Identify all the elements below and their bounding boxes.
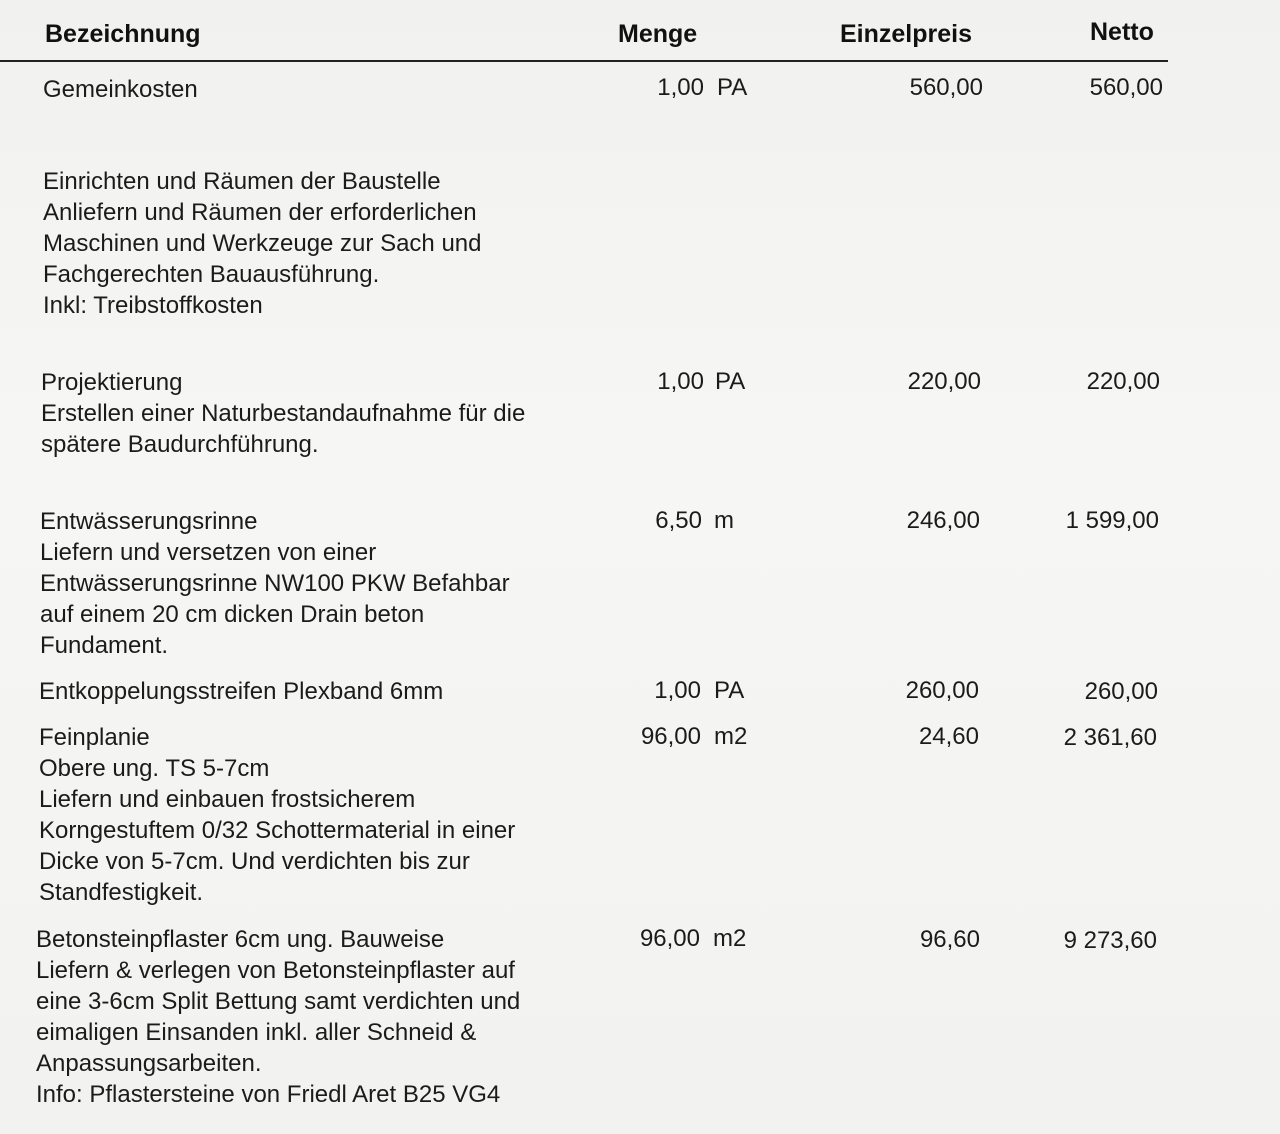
row-quantity: 1,00 [657,74,704,101]
description-line: Entkoppelungsstreifen Plexband 6mm [39,678,444,705]
description-line: Fundament. [40,632,169,659]
description-line: Liefern und versetzen von einer [40,539,377,566]
description-line: Maschinen und Werkzeuge zur Sach und [43,230,482,257]
header-menge: Menge [618,20,698,48]
row-quantity: 96,00 [639,925,700,952]
description-line: Dicke von 5-7cm. Und verdichten bis zur [39,848,470,875]
row-description [43,74,198,105]
header-einzelpreis: Einzelpreis [840,20,972,48]
row-description [36,924,520,1110]
row-net-amount: 9 273,60 [1063,927,1157,954]
row-description [41,367,525,460]
row-net-amount: 220,00 [1086,368,1160,395]
row-description [40,506,510,661]
row-unit: m2 [713,925,747,952]
description-line: Entwässerungsrinne [40,508,258,535]
description-line: Erstellen einer Naturbestandaufnahme für die [41,400,526,427]
row-unit-price: 220,00 [907,368,981,395]
row-unit-price: 260,00 [905,677,979,704]
row-unit-price: 96,60 [919,926,980,953]
row-quantity: 96,00 [640,723,701,750]
row-quantity: 1,00 [654,677,701,704]
header-netto: Netto [1090,18,1154,46]
description-line: Entwässerungsrinne NW100 PKW Befahbar [40,570,510,597]
row-unit: PA [715,368,746,395]
header-bezeichnung: Bezeichnung [45,20,201,48]
row-description [39,722,515,908]
description-line: Anpassungsarbeiten. [36,1050,262,1077]
description-line: Einrichten und Räumen der Baustelle [43,168,441,195]
description-line: auf einem 20 cm dicken Drain beton [40,601,425,628]
row-net-amount: 260,00 [1084,678,1158,705]
description-line: spätere Baudurchführung. [41,431,319,458]
description-line: Info: Pflastersteine von Friedl Aret B25 VG4 [36,1081,501,1108]
row-net-amount: 560,00 [1089,74,1163,101]
description-line: Obere ung. TS 5-7cm [39,755,270,782]
description-line: Korngestuftem 0/32 Schottermaterial in einer [39,817,516,844]
row-unit-price: 560,00 [909,74,983,101]
row-unit: m2 [714,723,748,750]
description-line: Liefern & verlegen von Betonsteinpflaster auf [36,957,515,984]
row-unit-price: 24,60 [918,723,979,750]
row-quantity: 6,50 [655,507,702,534]
description-line: Fachgerechten Bauausführung. [43,261,380,288]
description-line: Inkl: Treibstoffkosten [43,292,263,319]
description-line: Gemeinkosten [43,76,198,103]
row-description [43,166,481,321]
description-line: Standfestigkeit. [39,879,204,906]
description-line: eine 3-6cm Split Bettung samt verdichten und [36,988,521,1015]
row-unit-price: 246,00 [906,507,980,534]
row-unit: m [714,507,734,534]
row-quantity: 1,00 [657,368,704,395]
row-unit: PA [714,677,745,704]
row-description [39,676,443,707]
description-line: Liefern und einbauen frostsicherem [39,786,416,813]
row-unit: PA [717,74,748,101]
header-rule [0,60,1168,62]
description-line: Anliefern und Räumen der erforderlichen [43,199,477,226]
description-line: Projektierung [41,369,183,396]
row-net-amount: 1 599,00 [1065,507,1159,534]
row-net-amount: 2 361,60 [1063,724,1157,751]
description-line: Feinplanie [39,724,150,751]
description-line: eimaligen Einsanden inkl. aller Schneid & [36,1019,477,1046]
description-line: Betonsteinpflaster 6cm ung. Bauweise [36,926,445,953]
